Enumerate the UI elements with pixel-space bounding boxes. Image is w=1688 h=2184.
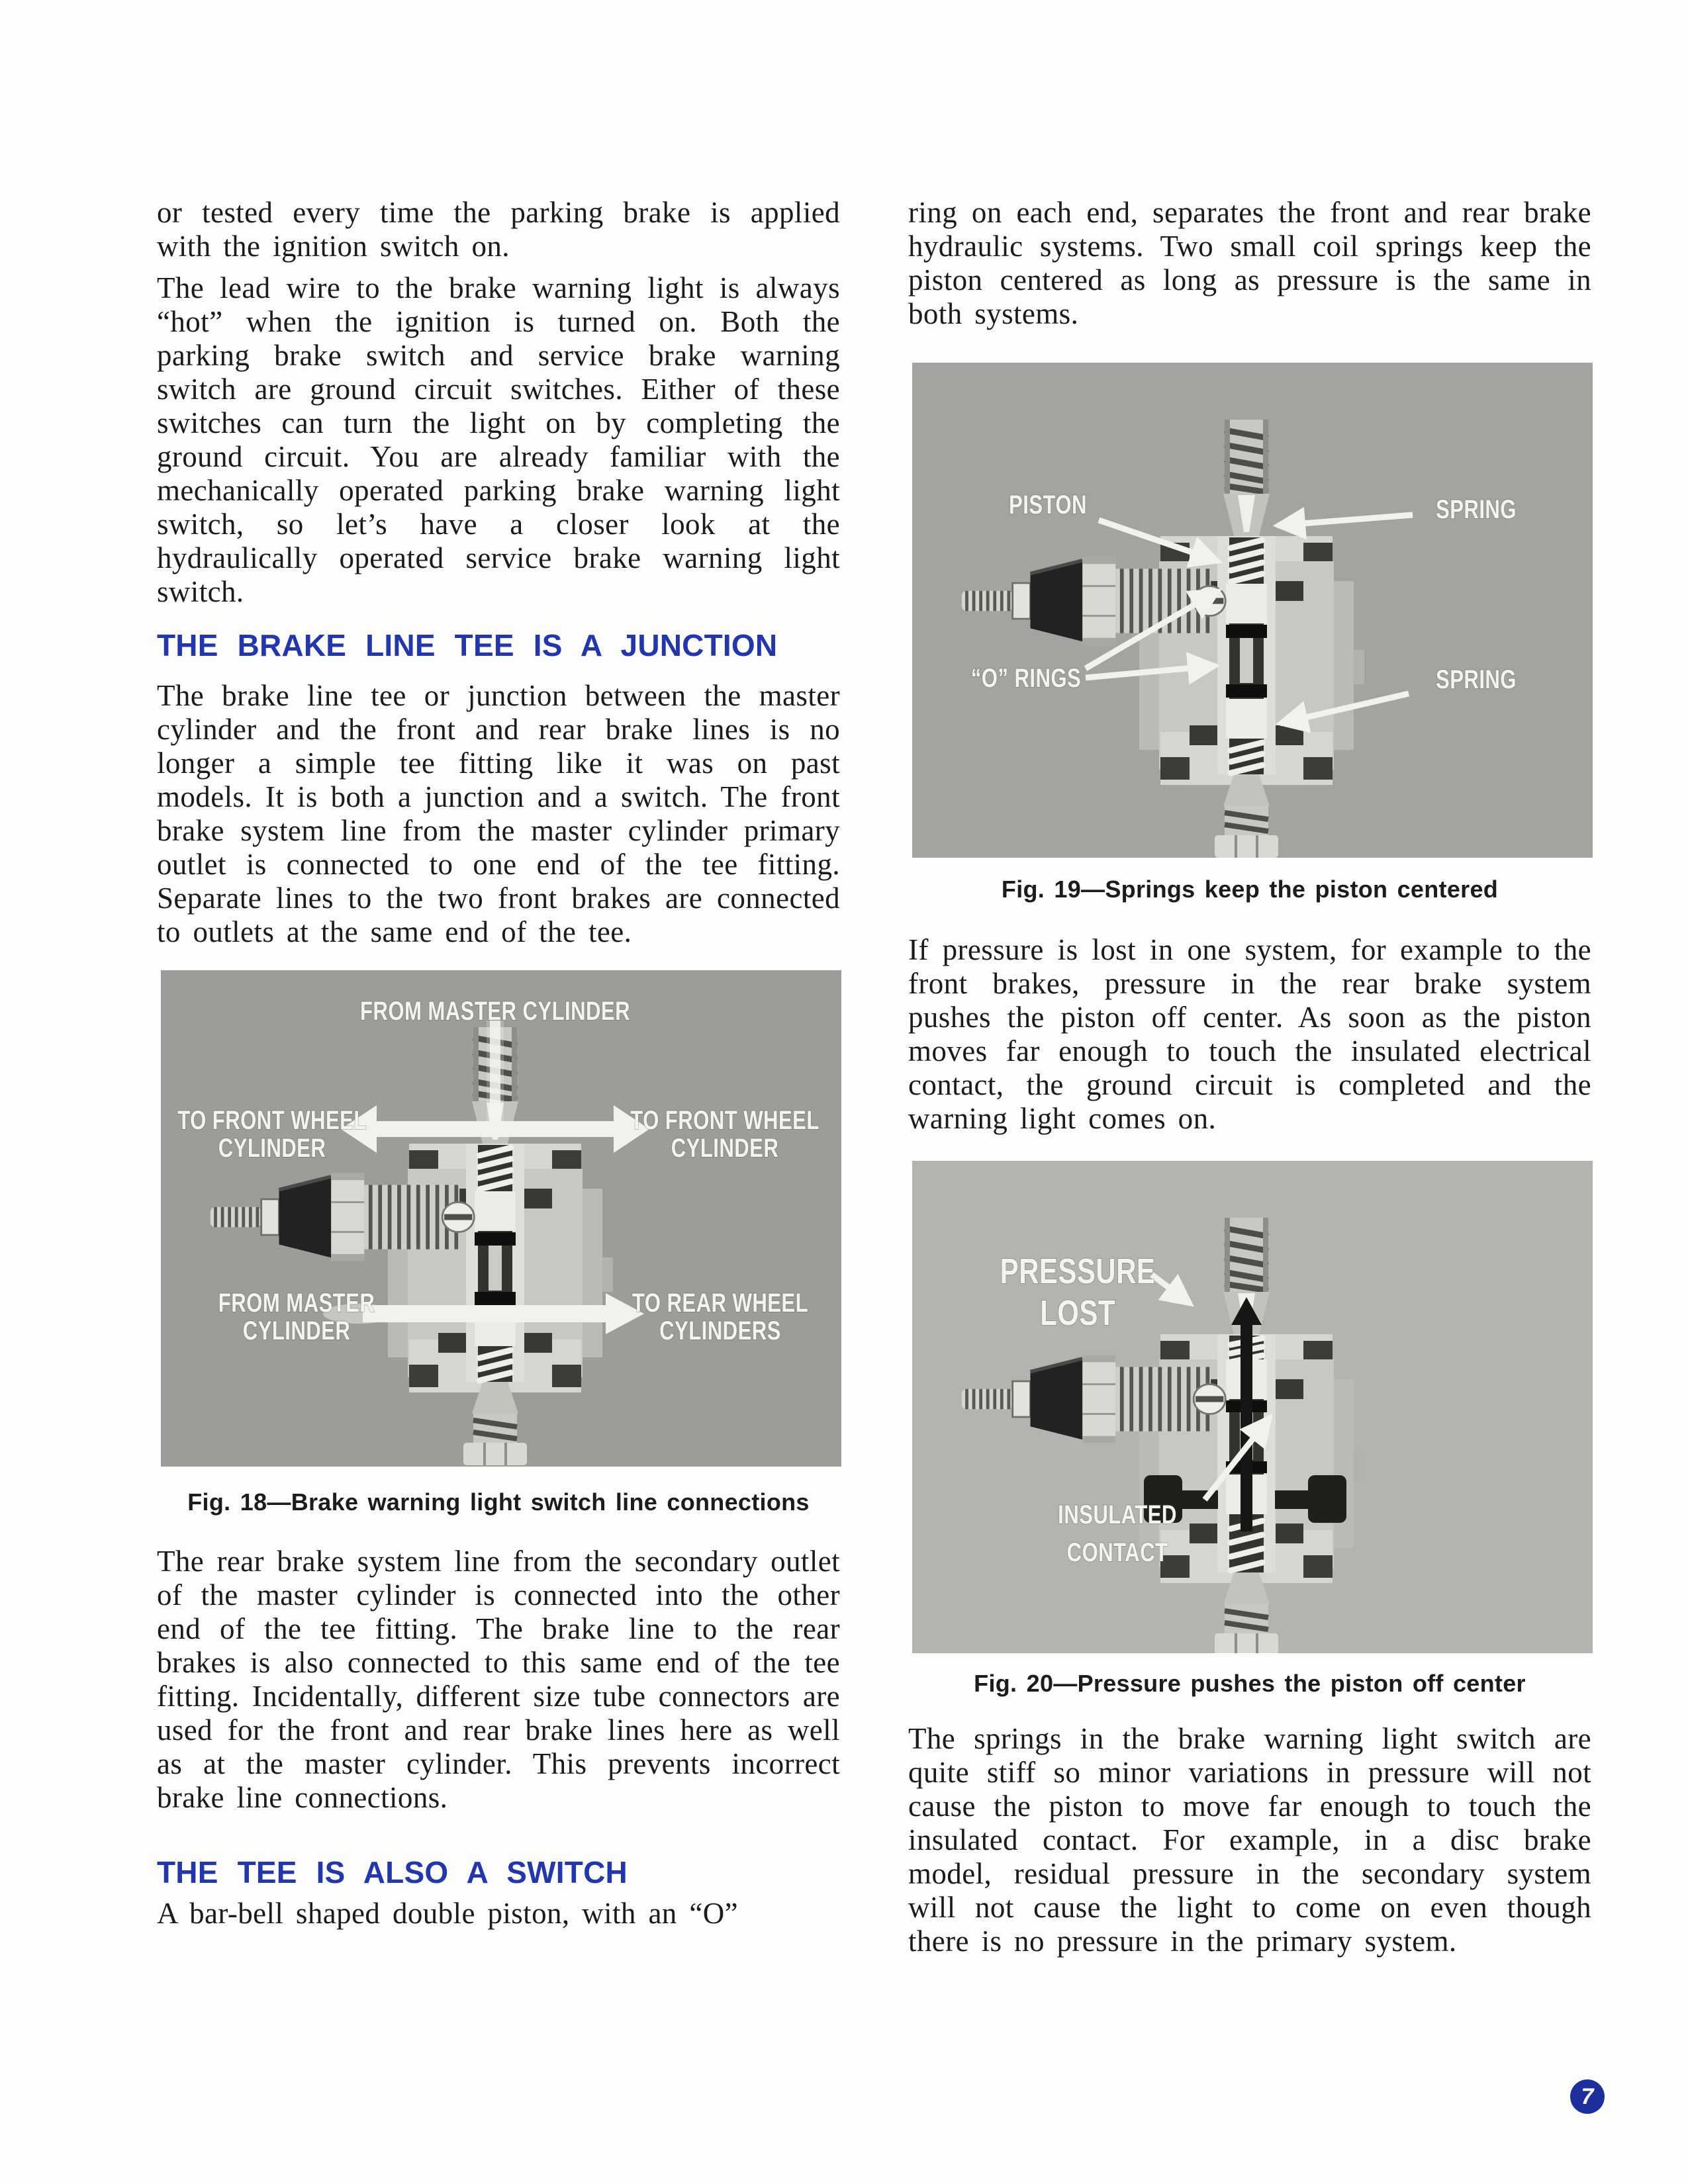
fig20-label-insulated-contact-2	[1067, 1537, 1168, 1567]
svg-text:CONTACT: CONTACT	[1066, 1537, 1168, 1567]
svg-text:INSULATED: INSULATED	[1058, 1500, 1177, 1529]
svg-text:TO REAR WHEEL: TO REAR WHEEL	[632, 1288, 809, 1318]
fig18-label-to-front-wheel-right-2	[671, 1133, 779, 1163]
svg-text:PRESSURE: PRESSURE	[1000, 1251, 1156, 1292]
svg-text:“O” RINGS: “O” RINGS	[970, 663, 1082, 693]
figure-18	[157, 970, 840, 1516]
paragraph: The springs in the brake warning light switch are quite stiff so minor variations in pressure will not cause the piston to move far enough to touch the insulated contact. For example, in a disc brake model, residual pressure in the secondary system will not cause the light to come on even though there is no pressure in the primary system.	[908, 1722, 1591, 1958]
page-number: 7	[1581, 2083, 1594, 2109]
fig18-label-to-front-wheel-right	[630, 1105, 820, 1135]
fig18-label-from-master-cylinder-lower-2	[243, 1316, 351, 1345]
figure-19-illustration	[912, 363, 1593, 858]
paragraph: The rear brake system line from the secondary outlet of the master cylinder is connected into the other end of the tee fitting. The brake line to the rear brakes is also connected to this same end of the tee fitting. Incidentally, different size tube connectors are used for the front and rear brake lines here as well as at the master cylinder. This prevents incorrect brake line connections.	[157, 1545, 840, 1814]
page-number-badge	[1570, 2079, 1605, 2114]
paragraph: or tested every time the parking brake is applied with the ignition switch on.	[157, 196, 840, 263]
section-heading-brake-line-tee: THE BRAKE LINE TEE IS A JUNCTION	[157, 628, 778, 662]
svg-text:CYLINDER: CYLINDER	[242, 1316, 351, 1345]
fig18-label-from-master-cylinder-top	[360, 996, 630, 1026]
paragraph: The lead wire to the brake warning light is always “hot” when the ignition is turned on. Both the parking brake switch and service brake warning switch are ground circuit switches. Either of these switches can turn the light on by completing the ground circuit. You are already familiar with the mechanically operated parking brake warning light switch, so let’s have a closer look at the hydraulically operated service brake warning light switch.	[157, 271, 840, 608]
fig18-label-to-front-wheel-left-2	[218, 1133, 326, 1163]
svg-text:TO FRONT WHEEL: TO FRONT WHEEL	[177, 1105, 367, 1135]
svg-text:PISTON: PISTON	[1009, 490, 1087, 520]
svg-text:SPRING: SPRING	[1436, 494, 1517, 524]
svg-text:FROM MASTER CYLINDER: FROM MASTER CYLINDER	[359, 996, 631, 1026]
figure-18-caption: Fig. 18—Brake warning light switch line connections	[187, 1488, 810, 1516]
figure-19	[908, 363, 1591, 903]
svg-text:TO FRONT WHEEL: TO FRONT WHEEL	[630, 1105, 820, 1135]
svg-text:CYLINDERS: CYLINDERS	[659, 1316, 781, 1345]
figure-20	[908, 1161, 1591, 1697]
fig20-label-pressure-lost-2	[1040, 1293, 1115, 1333]
fig19-label-o-rings	[971, 663, 1081, 693]
svg-text:SPRING: SPRING	[1436, 664, 1517, 694]
fig19-label-spring-bottom	[1436, 664, 1517, 694]
fig19-label-piston	[1009, 490, 1087, 520]
section-heading-tee-is-switch: THE TEE IS ALSO A SWITCH	[157, 1855, 628, 1889]
fig18-label-to-rear-wheel	[632, 1288, 808, 1318]
paragraph: ring on each end, separates the front and rear brake hydraulic systems. Two small coil springs keep the piston centered as long as pressure is the same in both systems.	[908, 196, 1591, 330]
paragraph: The brake line tee or junction between the master cylinder and the front and rear brake lines is no longer a simple tee fitting like it was on past models. It is both a junction and a switch. The front brake system line from the master cylinder primary outlet is connected to one end of the tee fitting. Separate lines to the two front brakes are connected to outlets at the same end of the tee.	[157, 679, 840, 948]
figure-20-caption: Fig. 20—Pressure pushes the piston off center	[974, 1670, 1526, 1697]
fig20-label-pressure-lost	[1000, 1251, 1156, 1291]
left-column	[157, 196, 840, 1931]
figure-20-illustration	[912, 1161, 1593, 1653]
svg-text:FROM MASTER: FROM MASTER	[218, 1288, 375, 1318]
svg-text:CYLINDER: CYLINDER	[218, 1133, 326, 1163]
fig18-label-to-rear-wheel-2	[659, 1316, 781, 1345]
fig19-label-spring-top	[1436, 494, 1517, 524]
paragraph: If pressure is lost in one system, for example to the front brakes, pressure in the rear brake system pushes the piston off center. As soon as the piston moves far enough to touch the insulated electrical contact, the ground circuit is completed and the warning light comes on.	[908, 933, 1591, 1135]
svg-text:LOST: LOST	[1040, 1293, 1115, 1334]
figure-18-illustration	[161, 970, 841, 1467]
right-column	[908, 196, 1591, 1958]
fig18-label-from-master-cylinder-lower	[218, 1288, 375, 1318]
svg-text:CYLINDER: CYLINDER	[671, 1133, 779, 1163]
fig18-label-to-front-wheel-left	[177, 1105, 367, 1135]
fig20-label-insulated-contact	[1058, 1500, 1177, 1529]
figure-19-caption: Fig. 19—Springs keep the piston centered	[1001, 876, 1499, 903]
paragraph: A bar-bell shaped double piston, with an “O”	[157, 1897, 739, 1930]
